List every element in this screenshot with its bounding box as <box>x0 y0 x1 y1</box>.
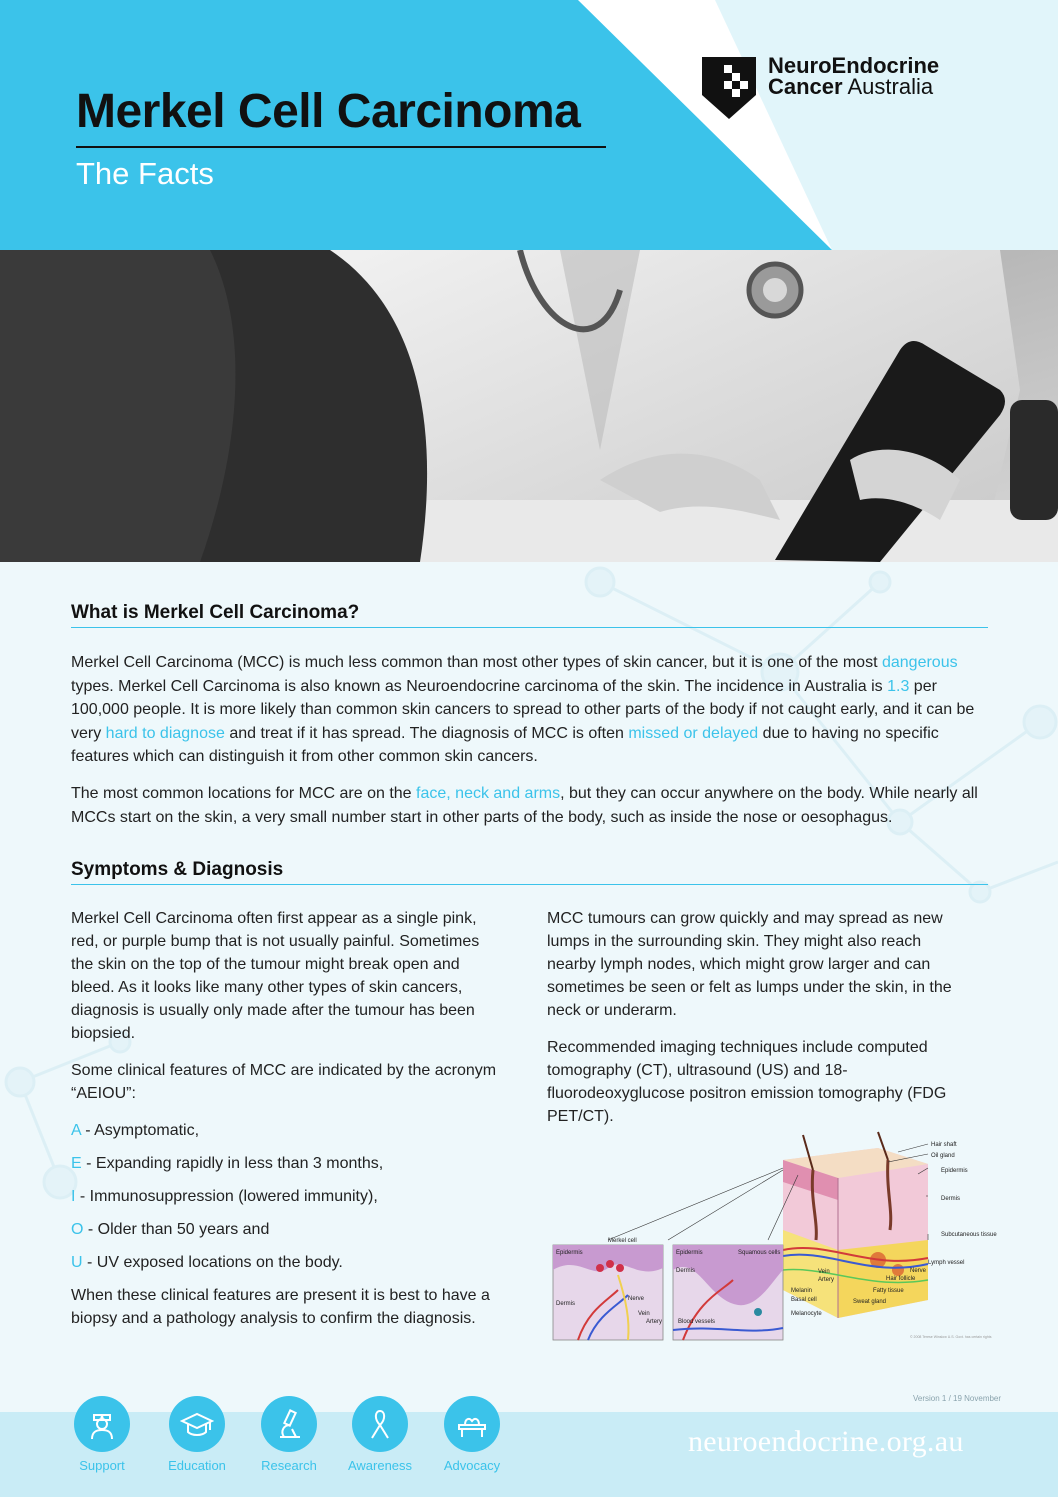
aeiou-letter: A <box>71 1122 81 1139</box>
aeiou-item <box>71 1119 501 1142</box>
ribbon-icon <box>352 1396 408 1452</box>
footer-advocacy[interactable] <box>437 1412 507 1473</box>
label-squamous-cells: Squamous cells <box>738 1250 781 1256</box>
label-inset2-dermis: Dermis <box>676 1268 695 1274</box>
symptoms-left-column <box>71 907 501 1344</box>
highlighted-text: dangerous <box>881 654 958 671</box>
paragraph-text: The most common locations for MCC are on the <box>71 785 417 802</box>
aeiou-letter: I <box>71 1188 76 1205</box>
aeiou-text: - Expanding rapidly in less than 3 months, <box>81 1155 384 1172</box>
aeiou-text: - Older than 50 years and <box>83 1221 270 1238</box>
label-oil-gland: Oil gland <box>931 1153 955 1159</box>
imaging-paragraph: Recommended imaging techniques include computed tomography (CT), ultrasound (US) and 18-fluorodeoxyglucose positron emission tomography (FDG PET/CT). <box>547 1039 947 1125</box>
label-dermis: Dermis <box>941 1196 960 1202</box>
aeiou-item <box>71 1251 501 1274</box>
highlighted-text: hard to diagnose <box>105 724 225 742</box>
aeiou-text: - Immunosuppression (lowered immunity), <box>75 1188 378 1205</box>
section-title-symptoms: Symptoms & Diagnosis <box>71 859 284 880</box>
label-epidermis: Epidermis <box>941 1168 968 1174</box>
paragraph-text: Merkel Cell Carcinoma (MCC) is much less common than most other types of skin cancer, but it is one of the most <box>71 654 882 671</box>
biopsy-paragraph: When these clinical features are present it is best to have a biopsy and a pathology analysis to confirm the diagnosis. <box>71 1287 490 1327</box>
highlighted-text: 1.3 <box>887 677 910 695</box>
footer-awareness[interactable] <box>345 1412 415 1473</box>
version-note: Version 1 / 19 November <box>913 1394 1002 1403</box>
footer-education-label: Education <box>168 1458 226 1473</box>
label-merkel-cell: Merkel cell <box>608 1238 637 1244</box>
aeiou-letter: E <box>71 1155 82 1172</box>
footer-research-label: Research <box>261 1458 317 1473</box>
paragraph-text: due to having no specific features which can distinguish it from other common skin cancers. <box>71 724 939 765</box>
footer-support-label: Support <box>79 1458 125 1473</box>
label-nerve: Nerve <box>910 1268 927 1274</box>
microscope-icon <box>261 1396 317 1452</box>
aeiou-text: - Asymptomatic, <box>80 1122 200 1139</box>
symptoms-right-column <box>547 907 957 1142</box>
header-banner <box>0 0 1058 250</box>
label-inset1-nerve: Nerve <box>628 1296 645 1302</box>
aeiou-letter: U <box>71 1254 83 1271</box>
paragraph-text: , but they can occur anywhere on the body. While nearly all MCCs start on the skin, a very small number start in other parts of the body, such as inside the nose or oesophagus. <box>71 785 978 826</box>
label-fatty-tissue: Fatty tissue <box>873 1288 904 1294</box>
logo-line-2-bold: Cancer <box>768 74 843 99</box>
paragraph-text: and treat if it has spread. The diagnosis of MCC is often <box>224 724 629 742</box>
title-underline <box>76 146 606 148</box>
aeiou-list <box>71 1119 501 1274</box>
page-title: Merkel Cell Carcinoma <box>76 85 581 138</box>
skin-anatomy-illustration <box>548 1130 998 1348</box>
logo-line-2-rest: Australia <box>842 74 934 99</box>
aeiou-letter: O <box>71 1221 84 1238</box>
label-inset1-dermis: Dermis <box>556 1301 575 1307</box>
logo-mark-icon <box>700 55 758 121</box>
aeiou-item <box>71 1218 501 1241</box>
logo-wordmark <box>768 55 939 97</box>
footer-research[interactable] <box>254 1412 324 1473</box>
logo-line-2 <box>768 76 939 97</box>
label-melanin: Melanin <box>791 1288 813 1294</box>
aeiou-item <box>71 1185 501 1208</box>
label-blood-vessels: Blood vessels <box>678 1319 716 1325</box>
label-inset1-vein: Vein <box>638 1311 650 1317</box>
label-lymph-vessel: Lymph vessel <box>928 1260 965 1266</box>
section-divider <box>71 884 988 885</box>
label-subcutaneous: Subcutaneous tissue <box>941 1232 997 1238</box>
organisation-logo <box>700 55 939 121</box>
graduation-cap-icon <box>169 1396 225 1452</box>
label-vein: Vein <box>818 1269 830 1275</box>
footer-awareness-label: Awareness <box>347 1458 413 1473</box>
label-hair-shaft: Hair shaft <box>931 1142 957 1148</box>
section-divider <box>71 627 988 628</box>
footer-education[interactable] <box>162 1412 232 1473</box>
label-inset2-epidermis: Epidermis <box>676 1250 703 1256</box>
aeiou-item <box>71 1152 501 1175</box>
website-link[interactable]: neuroendocrine.org.au <box>688 1425 964 1458</box>
label-melanocyte: Melanocyte <box>791 1311 822 1317</box>
nurse-icon <box>74 1396 130 1452</box>
logo-line-1: NeuroEndocrine <box>768 53 940 78</box>
symptoms-paragraph: Merkel Cell Carcinoma often first appear as a single pink, red, or purple bump that is not usually painful. Sometimes the skin on the top of the tumour might break open and bleed. As it looks like many other types of skin cancers, diagnosis is usually only made after the tumour has been biopsied. <box>71 910 480 1042</box>
section-title-what-is-mcc: What is Merkel Cell Carcinoma? <box>71 602 360 623</box>
illustration-copyright: © 2008 Terese Winslow U.S. Govt. has certain rights <box>910 1335 992 1339</box>
footer-support[interactable] <box>67 1412 137 1473</box>
label-inset1-epidermis: Epidermis <box>556 1250 583 1256</box>
locations-paragraph <box>71 782 981 829</box>
intro-paragraph <box>71 651 981 769</box>
highlighted-text: missed or delayed <box>628 724 759 742</box>
aeiou-text: - UV exposed locations on the body. <box>82 1254 343 1271</box>
label-sweat-gland: Sweat gland <box>853 1299 887 1305</box>
footer-advocacy-label: Advocacy <box>443 1458 501 1473</box>
label-hair-follicle: Hair follicle <box>886 1276 916 1282</box>
highlighted-text: face, neck and arms <box>416 785 561 802</box>
page-subtitle: The Facts <box>76 156 214 191</box>
label-artery: Artery <box>818 1277 835 1283</box>
aeiou-intro: Some clinical features of MCC are indicated by the acronym “AEIOU”: <box>71 1062 497 1102</box>
paragraph-text: types. Merkel Cell Carcinoma is also known as Neuroendocrine carcinoma of the skin. The incidence in Australia is <box>71 677 888 695</box>
hands-icon <box>444 1396 500 1452</box>
label-inset1-artery: Artery <box>646 1319 663 1325</box>
doctor-tablet-photo <box>0 250 1058 562</box>
label-basal-cell: Basal cell <box>791 1297 817 1303</box>
paragraph-text: per 100,000 people. It is more likely than common skin cancers to spread to other parts of the body if not caught early, and it can be very <box>71 677 975 742</box>
spread-paragraph: MCC tumours can grow quickly and may spread as new lumps in the surrounding skin. They might also reach nearby lymph nodes, which might grow larger and can sometimes be seen or felt as lumps under the skin, in the neck or underarm. <box>547 910 952 1019</box>
